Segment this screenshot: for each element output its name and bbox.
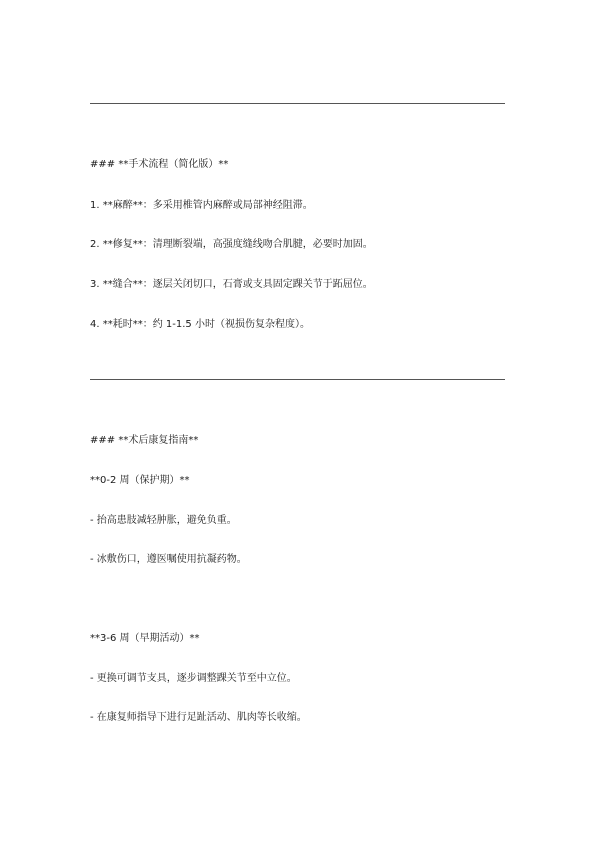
recovery-section-heading: ### **术后康复指南** <box>90 435 199 446</box>
surgery-step-repair: 2. **修复**：清理断裂端，高强度缝线吻合肌腱，必要时加固。 <box>90 239 373 250</box>
surgery-step-anesthesia: 1. **麻醉**：多采用椎管内麻醉或局部神经阻滞。 <box>90 200 313 211</box>
horizontal-rule-top <box>90 103 505 104</box>
recovery-phase1-item: - 冰敷伤口，遵医嘱使用抗凝药物。 <box>90 554 247 565</box>
surgery-section-heading: ### **手术流程（简化版）** <box>90 159 229 170</box>
recovery-phase1-item: - 抬高患肢减轻肿胀，避免负重。 <box>90 515 237 526</box>
horizontal-rule-middle <box>90 379 505 380</box>
surgery-step-suture: 3. **缝合**：逐层关闭切口，石膏或支具固定踝关节于跖屈位。 <box>90 279 373 290</box>
recovery-phase2-item: - 更换可调节支具，逐步调整踝关节至中立位。 <box>90 673 297 684</box>
surgery-step-duration: 4. **耗时**：约 1-1.5 小时（视损伤复杂程度）。 <box>90 319 310 330</box>
recovery-phase2-item: - 在康复师指导下进行足趾活动、肌肉等长收缩。 <box>90 712 307 723</box>
recovery-phase2-title: **3-6 周（早期活动）** <box>90 633 200 644</box>
recovery-phase1-title: **0-2 周（保护期）** <box>90 475 190 486</box>
